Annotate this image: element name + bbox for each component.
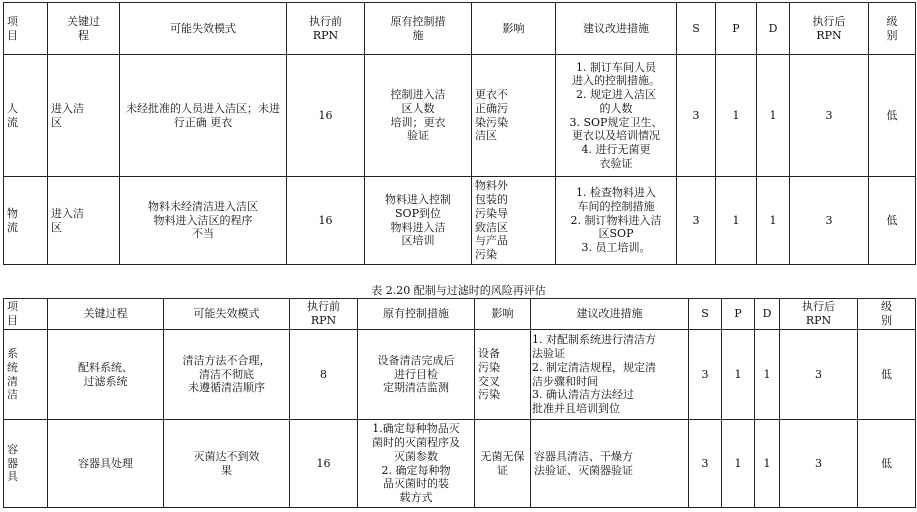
row-improve — [534, 450, 685, 478]
row-improve — [557, 186, 675, 255]
table1-h-impact — [475, 22, 552, 36]
cell-line: 3. SOP规定卫生、 — [569, 115, 663, 129]
cell-line: 流 — [7, 220, 18, 234]
cell-line: 物料进入控制 — [385, 193, 451, 206]
row-item — [7, 207, 44, 235]
row-d: 1 — [769, 213, 777, 227]
cell-line: 可能失效模式 — [193, 307, 260, 321]
table-row — [4, 420, 916, 508]
cell-line: 区 — [51, 220, 62, 234]
cell-line: 污染 — [478, 360, 500, 374]
row-impact — [478, 450, 527, 478]
table2-h-level — [861, 300, 912, 328]
cell-line: 1.确定每种物品灭 — [372, 422, 460, 436]
cell-line: 证 — [497, 463, 508, 477]
cell-line: 无菌无保 — [480, 449, 525, 463]
row-item — [7, 347, 44, 402]
table2-header-row — [4, 299, 916, 330]
cell-line: 2. 规定进入洁区 — [576, 88, 656, 101]
cell-line: 更衣不 — [475, 88, 508, 101]
row-process — [51, 207, 116, 235]
table2-h-rpn-before — [293, 300, 354, 328]
row-failure — [123, 102, 283, 130]
cell-line: 致洁区 — [475, 220, 508, 234]
table1-h-level — [872, 15, 912, 43]
cell-line: 设备 — [478, 347, 500, 360]
table2-h-controls — [361, 307, 471, 321]
row-p: 1 — [732, 213, 740, 227]
cell-line: 更衣以及培训情况 — [572, 129, 660, 143]
fmea-table-1 — [3, 2, 916, 265]
cell-line: 载方式 — [399, 491, 433, 504]
cell-line: 洁步骤和时间 — [532, 374, 598, 388]
cell-line: 关键过 — [67, 14, 100, 28]
table1-h-item — [7, 15, 44, 43]
cell-line: 人 — [7, 101, 18, 115]
row-process — [51, 457, 160, 471]
row-rpn-after: 3 — [825, 213, 833, 227]
cell-line: 程 — [78, 28, 89, 42]
cell-line: RPN — [816, 28, 842, 42]
cell-line: 车间的控制措施 — [577, 199, 655, 213]
cell-line: 进入的控制措施。 — [572, 74, 660, 88]
cell-line: 具 — [7, 470, 18, 484]
cell-line: 包装的 — [475, 193, 508, 206]
row-improve — [557, 61, 675, 171]
cell-line: 培训；更衣 — [390, 115, 446, 129]
cell-line: 别 — [886, 28, 898, 42]
table1-h-rpn-before — [290, 15, 361, 43]
cell-line: 批准并且培训到位 — [532, 402, 620, 415]
cell-line: 的人数 — [599, 101, 633, 115]
row-improve — [532, 333, 687, 416]
cell-line: 洁区 — [475, 129, 497, 143]
table2-h-d: D — [762, 307, 772, 321]
cell-line: 区 — [51, 115, 62, 129]
row-rpn-after: 3 — [815, 367, 822, 381]
row-s: 3 — [701, 367, 709, 381]
table2-h-item — [7, 300, 44, 328]
cell-line: 施 — [412, 28, 424, 42]
cell-line: 2. 确定每种物 — [381, 463, 451, 477]
row-impact — [478, 347, 527, 402]
cell-line: 影响 — [491, 307, 514, 321]
cell-line: 3. 员工培训。 — [581, 241, 651, 255]
row-p: 1 — [732, 108, 740, 122]
row-d: 1 — [763, 456, 771, 470]
fmea-table-2 — [3, 298, 916, 508]
table2-h-failure — [167, 307, 286, 321]
cell-line: 污染 — [478, 388, 500, 402]
cell-line: 容 — [7, 442, 18, 456]
cell-line: RPN — [312, 28, 339, 42]
cell-line: 设备清洁完成后 — [377, 353, 455, 367]
table-row — [4, 330, 916, 420]
row-s: 3 — [692, 108, 700, 122]
row-impact — [475, 88, 552, 143]
cell-line: 别 — [881, 314, 892, 327]
cell-line: 执行前 — [307, 300, 340, 314]
table-row — [4, 177, 916, 265]
cell-line: 建议改进措施 — [576, 307, 643, 321]
cell-line: 容器具处理 — [78, 456, 133, 470]
row-failure — [167, 450, 286, 478]
cell-line: 执行后 — [812, 14, 846, 28]
row-level: 低 — [881, 367, 892, 381]
cell-line: 物料未经清洁进入洁区 — [148, 199, 258, 213]
cell-line: 关键过程 — [83, 307, 128, 321]
cell-line: 影响 — [502, 21, 525, 35]
table2-h-rpn-after — [783, 300, 854, 328]
row-failure — [167, 354, 286, 395]
cell-line: 果 — [221, 463, 232, 477]
table2-h-p: P — [734, 307, 742, 321]
table2-h-impact — [478, 307, 527, 321]
cell-line: 控制进入洁 — [390, 88, 446, 101]
cell-line: 执行后 — [802, 300, 835, 314]
table1-h-improve — [559, 22, 673, 36]
cell-line: 物料进入洁 — [390, 220, 446, 234]
table1-header-row — [4, 3, 916, 55]
cell-line: 染污染 — [475, 115, 508, 129]
cell-line: 污染导 — [475, 206, 508, 220]
table1-h-failure — [123, 22, 283, 36]
row-process — [51, 102, 116, 130]
cell-line: 法验证 — [532, 347, 565, 360]
row-p: 1 — [734, 456, 742, 470]
table1-h-d: D — [768, 21, 778, 35]
row-controls — [361, 422, 471, 505]
cell-line: 2. 制定清洁规程，规定清 — [532, 360, 656, 374]
table-caption: 表 2.20 配制与过滤时的风险再评估 — [371, 284, 546, 297]
cell-line: 物 — [7, 206, 18, 220]
cell-line: 正确污 — [475, 101, 508, 115]
table2-h-process — [51, 307, 160, 321]
row-level: 低 — [881, 456, 892, 470]
cell-line: 灭菌达不到效 — [193, 449, 260, 463]
cell-line: 清 — [7, 374, 18, 388]
cell-line: 进入洁 — [51, 206, 84, 220]
cell-line: 法验证、灭菌器验证 — [534, 463, 633, 477]
cell-line: 可能失效模式 — [170, 21, 236, 35]
cell-line: 区培训 — [401, 234, 435, 248]
cell-line: RPN — [805, 314, 832, 327]
row-controls — [361, 354, 471, 395]
cell-line: 目 — [7, 314, 18, 327]
cell-line: 1. 检查物料进入 — [576, 186, 656, 200]
cell-line: 进入洁 — [51, 101, 84, 115]
cell-line: 与产品 — [475, 234, 508, 248]
cell-line: 污染 — [475, 248, 497, 261]
row-s: 3 — [701, 456, 709, 470]
cell-line: 配料系统、 — [78, 360, 133, 374]
cell-line: 4. 进行无菌更 — [581, 143, 651, 156]
table2-h-improve — [534, 307, 685, 321]
table1-h-p: P — [732, 21, 740, 35]
cell-line: 清洁不彻底 — [199, 367, 254, 381]
row-process — [51, 361, 160, 389]
cell-line: 不当 — [192, 227, 214, 241]
row-item — [7, 443, 44, 484]
cell-line: 级 — [881, 300, 892, 314]
cell-line: 级 — [886, 14, 898, 28]
row-d: 1 — [763, 367, 771, 381]
table1-h-process — [51, 15, 116, 43]
cell-line: 物料进入洁区的程序 — [153, 213, 253, 227]
cell-line: 未遵循清洁顺序 — [188, 381, 265, 395]
cell-line: 项 — [7, 14, 18, 28]
cell-line: 灭菌参数 — [394, 449, 438, 463]
cell-line: 2. 制订物料进入洁 — [570, 213, 662, 227]
table1-h-rpn-after — [793, 15, 865, 43]
cell-line: 区SOP — [598, 227, 634, 241]
row-controls — [368, 88, 468, 143]
cell-line: 项 — [7, 300, 18, 314]
table1-h-controls — [368, 15, 468, 43]
row-rpn-before: 16 — [316, 456, 331, 470]
cell-line: 验证 — [407, 129, 429, 143]
cell-line: 3. 确认清洁方法经过 — [532, 388, 634, 402]
cell-line: 原有控制措施 — [383, 307, 449, 321]
row-rpn-before: 16 — [318, 213, 333, 227]
cell-line: 物料外 — [475, 179, 508, 193]
row-rpn-after: 3 — [825, 108, 833, 122]
table-row — [4, 55, 916, 177]
row-level: 低 — [886, 108, 898, 122]
cell-line: 菌时的灭菌程序及 — [372, 436, 460, 449]
cell-line: RPN — [310, 314, 337, 327]
table1-h-s: S — [692, 21, 700, 35]
row-rpn-before: 8 — [320, 367, 327, 381]
cell-line: 执行前 — [309, 14, 342, 28]
cell-line: 容器具清洁、干燥方 — [534, 449, 633, 463]
cell-line: 未经批准的人员进入洁区；未进行正确 更衣 — [126, 101, 280, 129]
row-p: 1 — [734, 367, 742, 381]
cell-line: 原有控制措 — [390, 14, 446, 28]
cell-line: 衣验证 — [599, 156, 633, 170]
cell-line: 定期清洁监测 — [383, 381, 449, 395]
cell-line: 品灭菌时的装 — [383, 477, 449, 491]
cell-line: 系 — [7, 347, 18, 360]
row-s: 3 — [692, 213, 700, 227]
row-d: 1 — [769, 108, 777, 122]
cell-line: 清洁方法不合理， — [182, 353, 271, 367]
row-controls — [368, 193, 468, 248]
row-rpn-before: 16 — [318, 108, 333, 122]
cell-line: 交叉 — [478, 374, 500, 388]
cell-line: 流 — [7, 115, 18, 129]
cell-line: 进行目检 — [394, 367, 438, 381]
cell-line: 统 — [7, 360, 18, 374]
cell-line: 洁 — [7, 388, 18, 402]
cell-line: 1. 制订车间人员 — [576, 60, 656, 74]
cell-line: 目 — [7, 28, 18, 42]
cell-line: 器 — [7, 456, 18, 470]
row-failure — [123, 200, 283, 241]
cell-line: 过滤系统 — [83, 374, 128, 388]
row-impact — [475, 179, 552, 262]
cell-line: 1. 对配制系统进行清洁方 — [532, 333, 656, 347]
row-item — [7, 102, 44, 130]
cell-line: SOP到位 — [395, 206, 441, 220]
row-rpn-after: 3 — [815, 456, 822, 470]
row-level: 低 — [886, 213, 898, 227]
table2-h-s: S — [701, 307, 709, 321]
cell-line: 建议改进措施 — [583, 21, 649, 35]
cell-line: 区人数 — [401, 101, 435, 115]
